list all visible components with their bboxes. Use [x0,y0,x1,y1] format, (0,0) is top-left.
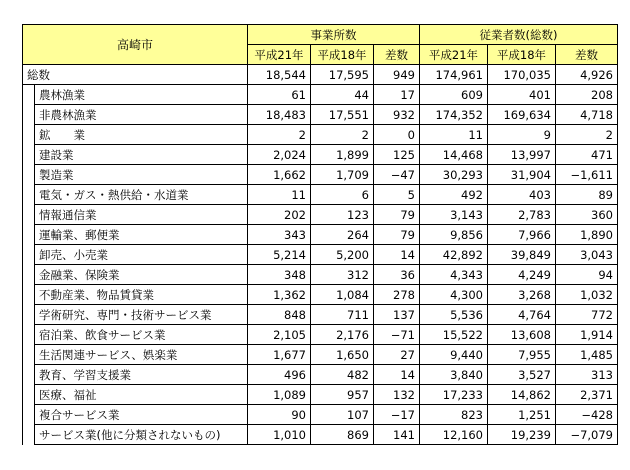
table-row [23,245,618,265]
table-cell: 94 [556,265,618,285]
table-cell: 1,485 [556,345,618,365]
table-cell: 18,483 [248,105,311,125]
table-row [23,425,618,445]
table-row [23,105,618,125]
table-row [23,385,618,405]
industry-label: 電気・ガス・熱供給・水道業 [35,185,248,205]
total-value: 170,035 [488,65,556,85]
table-cell: 17,551 [311,105,374,125]
sub-header-h21-employees: 平成21年 [420,45,488,65]
table-cell: 15,522 [420,325,488,345]
industry-label: 教育、学習支援業 [35,365,248,385]
table-cell: −428 [556,405,618,425]
table-row [23,205,618,225]
table-cell: 2 [311,125,374,145]
industry-label: 学術研究、専門・技術サービス業 [35,305,248,325]
table-cell: 2,024 [248,145,311,165]
group-header-establishments: 事業所数 [248,25,420,45]
table-cell: 360 [556,205,618,225]
corner-label: 高崎市 [23,25,248,65]
table-body [23,65,618,445]
table-cell: 14 [374,245,420,265]
table-cell: 14,468 [420,145,488,165]
table-cell: 44 [311,85,374,105]
table-cell: 11 [420,125,488,145]
table-cell: 1,890 [556,225,618,245]
table-cell: 1,650 [311,345,374,365]
table-cell: 4,718 [556,105,618,125]
indent-spacer [23,85,35,445]
table-cell: 3,840 [420,365,488,385]
table-cell: 5,214 [248,245,311,265]
total-value: 17,595 [311,65,374,85]
table-cell: 4,343 [420,265,488,285]
table-row [23,165,618,185]
table-cell: 6 [311,185,374,205]
table-cell: 141 [374,425,420,445]
table-cell: 107 [311,405,374,425]
table-cell: 2,783 [488,205,556,225]
table-cell: 313 [556,365,618,385]
industry-label: 医療、福祉 [35,385,248,405]
table-cell: 19,239 [488,425,556,445]
table-cell: 14 [374,365,420,385]
table-row [23,345,618,365]
table-cell: 89 [556,185,618,205]
table-cell: 42,892 [420,245,488,265]
table-cell: 401 [488,85,556,105]
table-cell: 278 [374,285,420,305]
table-row [23,225,618,245]
total-label: 総数 [23,65,248,85]
table-row [23,325,618,345]
table-cell: 61 [248,85,311,105]
table-cell: 5 [374,185,420,205]
industry-label: 運輸業、郵便業 [35,225,248,245]
industry-label: 鉱 業 [35,125,248,145]
table-cell: 2 [556,125,618,145]
table-cell: 5,200 [311,245,374,265]
table-cell: 123 [311,205,374,225]
sub-header-h18-establishments: 平成18年 [311,45,374,65]
table-cell: 4,300 [420,285,488,305]
table-cell: 208 [556,85,618,105]
table-cell: 1,362 [248,285,311,305]
table-cell: 482 [311,365,374,385]
table-cell: 1,089 [248,385,311,405]
table-cell: 9,856 [420,225,488,245]
industry-label: 不動産業、物品賃貸業 [35,285,248,305]
table-cell: 132 [374,385,420,405]
table-cell: 2,105 [248,325,311,345]
table-cell: 4,249 [488,265,556,285]
table-cell: 13,997 [488,145,556,165]
table-cell: 4,764 [488,305,556,325]
table-cell: 3,527 [488,365,556,385]
table-row [23,405,618,425]
table-cell: 343 [248,225,311,245]
table-row [23,285,618,305]
table-row [23,145,618,165]
table-cell: 7,966 [488,225,556,245]
table-cell: 264 [311,225,374,245]
industry-label: サービス業(他に分類されないもの) [35,425,248,445]
table-cell: 39,849 [488,245,556,265]
industry-label: 非農林漁業 [35,105,248,125]
table-cell: 125 [374,145,420,165]
industry-label: 複合サービス業 [35,405,248,425]
table-cell: 0 [374,125,420,145]
table-cell: 1,677 [248,345,311,365]
table-cell: 17 [374,85,420,105]
table-cell: 848 [248,305,311,325]
table-cell: 79 [374,225,420,245]
table-cell: 27 [374,345,420,365]
table-row [23,85,618,105]
industry-label: 生活関連サービス、娯楽業 [35,345,248,365]
sub-header-h21-establishments: 平成21年 [248,45,311,65]
table-row [23,125,618,145]
table-cell: 90 [248,405,311,425]
table-cell: 1,899 [311,145,374,165]
table-cell: 348 [248,265,311,285]
table-cell: 1,010 [248,425,311,445]
industry-label: 情報通信業 [35,205,248,225]
table-row [23,365,618,385]
table-cell: 957 [311,385,374,405]
table-cell: 30,293 [420,165,488,185]
table-cell: 79 [374,205,420,225]
table-cell: 7,955 [488,345,556,365]
table-cell: 711 [311,305,374,325]
table-cell: 496 [248,365,311,385]
table-cell: 31,904 [488,165,556,185]
table-cell: 202 [248,205,311,225]
table-cell: 9 [488,125,556,145]
table-cell: 1,032 [556,285,618,305]
table-cell: 2,176 [311,325,374,345]
table-cell: 17,233 [420,385,488,405]
table-cell: 11 [248,185,311,205]
table-cell: 2,371 [556,385,618,405]
table-row [23,265,618,285]
table-cell: 869 [311,425,374,445]
table-cell: −17 [374,405,420,425]
table-cell: 36 [374,265,420,285]
table-cell: 823 [420,405,488,425]
establishments-employees-table [22,24,618,445]
table-cell: 492 [420,185,488,205]
table-cell: 3,268 [488,285,556,305]
total-value: 18,544 [248,65,311,85]
total-value: 174,961 [420,65,488,85]
table-cell: 2 [248,125,311,145]
table-cell: 3,143 [420,205,488,225]
table-cell: 137 [374,305,420,325]
sub-header-diff-employees: 差数 [556,45,618,65]
table-cell: 403 [488,185,556,205]
industry-label: 建設業 [35,145,248,165]
table-cell: 174,352 [420,105,488,125]
table-cell: −1,611 [556,165,618,185]
table-row [23,305,618,325]
industry-label: 金融業、保険業 [35,265,248,285]
sub-header-h18-employees: 平成18年 [488,45,556,65]
group-header-employees: 従業者数(総数) [420,25,618,45]
table-cell: 471 [556,145,618,165]
industry-label: 宿泊業、飲食サービス業 [35,325,248,345]
table-cell: 1,709 [311,165,374,185]
table-cell: 3,043 [556,245,618,265]
table-cell: 9,440 [420,345,488,365]
total-value: 949 [374,65,420,85]
table-cell: 772 [556,305,618,325]
industry-label: 製造業 [35,165,248,185]
industry-label: 農林漁業 [35,85,248,105]
table-cell: 1,662 [248,165,311,185]
total-value: 4,926 [556,65,618,85]
table-cell: 1,084 [311,285,374,305]
table-cell: −7,079 [556,425,618,445]
sub-header-diff-establishments: 差数 [374,45,420,65]
total-row [23,65,618,85]
table-cell: 12,160 [420,425,488,445]
table-cell: −47 [374,165,420,185]
table-cell: 1,914 [556,325,618,345]
table-cell: −71 [374,325,420,345]
table-cell: 932 [374,105,420,125]
statistics-table-container [22,24,618,445]
table-cell: 13,608 [488,325,556,345]
table-cell: 5,536 [420,305,488,325]
industry-label: 卸売、小売業 [35,245,248,265]
table-cell: 169,634 [488,105,556,125]
table-cell: 1,251 [488,405,556,425]
table-cell: 609 [420,85,488,105]
table-cell: 14,862 [488,385,556,405]
table-cell: 312 [311,265,374,285]
table-row [23,185,618,205]
